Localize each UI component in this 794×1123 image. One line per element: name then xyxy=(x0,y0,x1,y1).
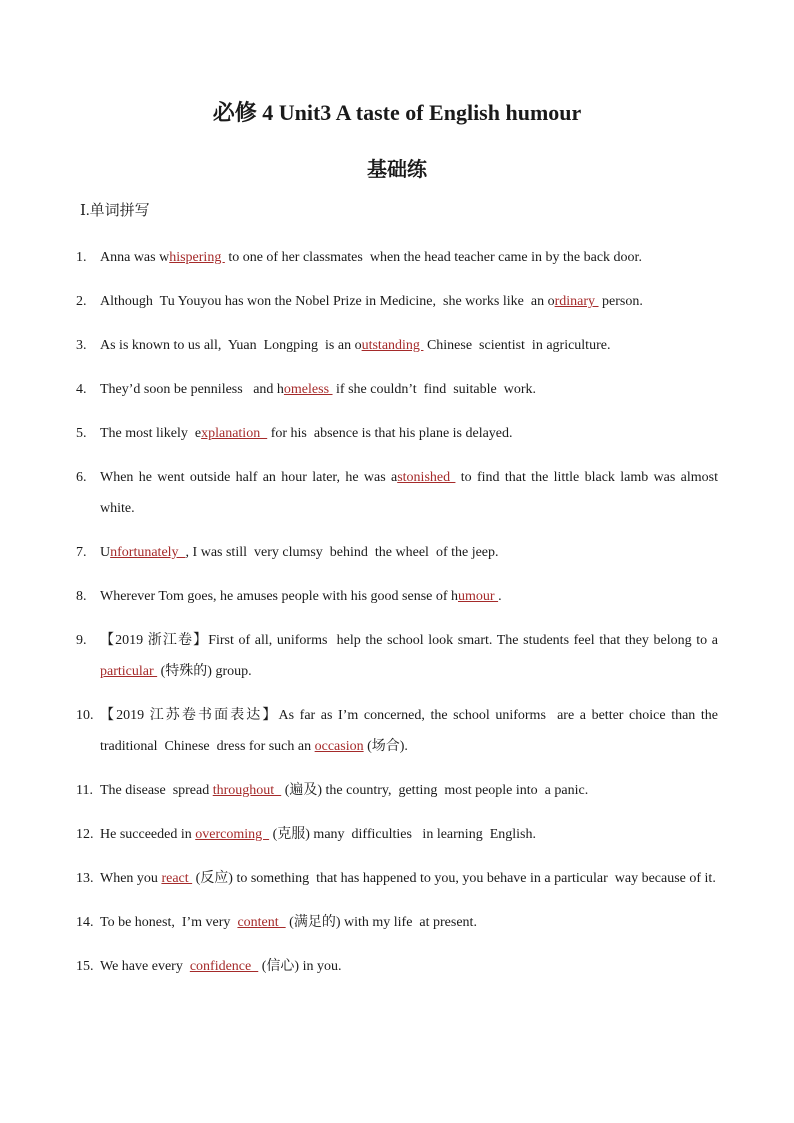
answer-blank: nfortunately xyxy=(110,545,186,560)
item-sentence xyxy=(100,819,718,850)
answer-blank: umour xyxy=(458,589,499,604)
sentence-text: 【2019 江苏卷书面表达】As far as I’m concerned, the school uniforms are a better choice than the traditional Chinese dress for such an xyxy=(100,708,722,754)
sentence-text: (遍及) the country, getting most people into a panic. xyxy=(281,783,589,798)
item-number: 3. xyxy=(76,338,87,353)
item-number: 12. xyxy=(76,827,94,842)
sentence-text: (特殊的) group. xyxy=(157,664,252,679)
exercise-item xyxy=(76,462,722,524)
exercise-item xyxy=(76,700,722,762)
answer-blank: react xyxy=(161,871,193,886)
item-number: 6. xyxy=(76,470,87,485)
item-number: 15. xyxy=(76,959,94,974)
answer-blank: utstanding xyxy=(361,338,424,353)
sentence-text: (克服) many difficulties in learning English. xyxy=(269,827,536,842)
sentence-text: To be honest, I’m very xyxy=(100,915,238,930)
answer-blank: rdinary xyxy=(554,294,599,309)
exercise-item xyxy=(76,374,718,405)
sentence-text: person. xyxy=(598,294,643,309)
sentence-text: to one of her classmates when the head teacher came in by the back door. xyxy=(224,250,642,265)
item-sentence xyxy=(100,286,718,317)
item-sentence xyxy=(100,775,718,806)
sentence-text: Anna was w xyxy=(100,250,170,265)
sentence-text: When he went outside half an hour later, he was a xyxy=(100,470,398,485)
item-number: 4. xyxy=(76,382,87,397)
page-title: 必修 4 Unit3 A taste of English humour xyxy=(212,100,582,125)
exercise-item xyxy=(76,418,718,449)
sentence-text: if she couldn’t find suitable work. xyxy=(332,382,537,397)
sentence-text: He succeeded in xyxy=(100,827,196,842)
answer-blank: throughout xyxy=(212,783,282,798)
exercise-item xyxy=(76,537,718,568)
exercise-item xyxy=(76,907,718,938)
exercise-item xyxy=(76,581,718,612)
sentence-text: 【2019 浙江卷】First of all, uniforms help the school look smart. The students feel that they belong to a xyxy=(100,633,722,648)
item-number: 11. xyxy=(76,783,93,798)
page-subtitle: 基础练 xyxy=(367,159,427,181)
item-sentence xyxy=(100,374,718,405)
sentence-text: to find that the little black lamb was almost white. xyxy=(100,470,722,516)
answer-blank: content xyxy=(237,915,286,930)
item-number: 13. xyxy=(76,871,94,886)
sentence-text: They’d soon be penniless and h xyxy=(100,382,284,397)
sentence-text: (满足的) with my life at present. xyxy=(285,915,477,930)
answer-blank: overcoming xyxy=(195,827,270,842)
item-sentence xyxy=(100,462,722,524)
sentence-text: (反应) to something that has happened to you, you behave in a particular way because of it. xyxy=(192,871,716,886)
sentence-text: Although Tu Youyou has won the Nobel Prize in Medicine, she works like an o xyxy=(100,294,555,309)
answer-blank: hispering xyxy=(169,250,225,265)
exercise-item xyxy=(76,819,718,850)
sentence-text: We have every xyxy=(100,959,190,974)
exercise-item xyxy=(76,330,718,361)
sentence-text: . xyxy=(498,589,502,604)
answer-blank: confidence xyxy=(189,959,259,974)
item-sentence xyxy=(100,907,718,938)
item-number: 8. xyxy=(76,589,87,604)
exercise-item xyxy=(76,625,722,687)
sentence-text: The most likely e xyxy=(100,426,202,441)
answer-blank: stonished xyxy=(397,470,456,485)
sentence-text: The disease spread xyxy=(100,783,213,798)
sentence-text: U xyxy=(100,545,111,560)
item-sentence xyxy=(100,537,718,568)
item-sentence xyxy=(100,581,718,612)
exercise-item xyxy=(76,775,718,806)
answer-blank: particular xyxy=(100,664,158,679)
answer-blank: xplanation xyxy=(201,426,268,441)
sentence-text: Chinese scientist in agriculture. xyxy=(423,338,611,353)
exercise-list xyxy=(76,242,722,995)
item-sentence xyxy=(100,863,718,894)
item-number: 9. xyxy=(76,633,87,648)
section-heading: Ⅰ.单词拼写 xyxy=(80,203,150,219)
item-sentence xyxy=(100,700,722,762)
item-number: 7. xyxy=(76,545,87,560)
item-sentence xyxy=(100,418,718,449)
exercise-item xyxy=(76,951,718,982)
exercise-item xyxy=(76,242,718,273)
item-number: 14. xyxy=(76,915,94,930)
item-number: 2. xyxy=(76,294,87,309)
sentence-text: As is known to us all, Yuan Longping is an o xyxy=(100,338,362,353)
item-sentence xyxy=(100,330,718,361)
item-sentence xyxy=(100,242,718,273)
item-sentence xyxy=(100,625,722,687)
sentence-text: , I was still very clumsy behind the wheel of the jeep. xyxy=(185,545,499,560)
answer-blank: occasion xyxy=(314,739,364,754)
sentence-text: When you xyxy=(100,871,162,886)
exercise-item xyxy=(76,863,718,894)
sentence-text: (场合). xyxy=(363,739,408,754)
exercise-item xyxy=(76,286,718,317)
item-number: 1. xyxy=(76,250,87,265)
item-number: 10. xyxy=(76,708,94,723)
sentence-text: for his absence is that his plane is delayed. xyxy=(267,426,513,441)
sentence-text: (信心) in you. xyxy=(258,959,342,974)
item-number: 5. xyxy=(76,426,87,441)
sentence-text: Wherever Tom goes, he amuses people with his good sense of h xyxy=(100,589,459,604)
item-sentence xyxy=(100,951,718,982)
answer-blank: omeless xyxy=(283,382,333,397)
